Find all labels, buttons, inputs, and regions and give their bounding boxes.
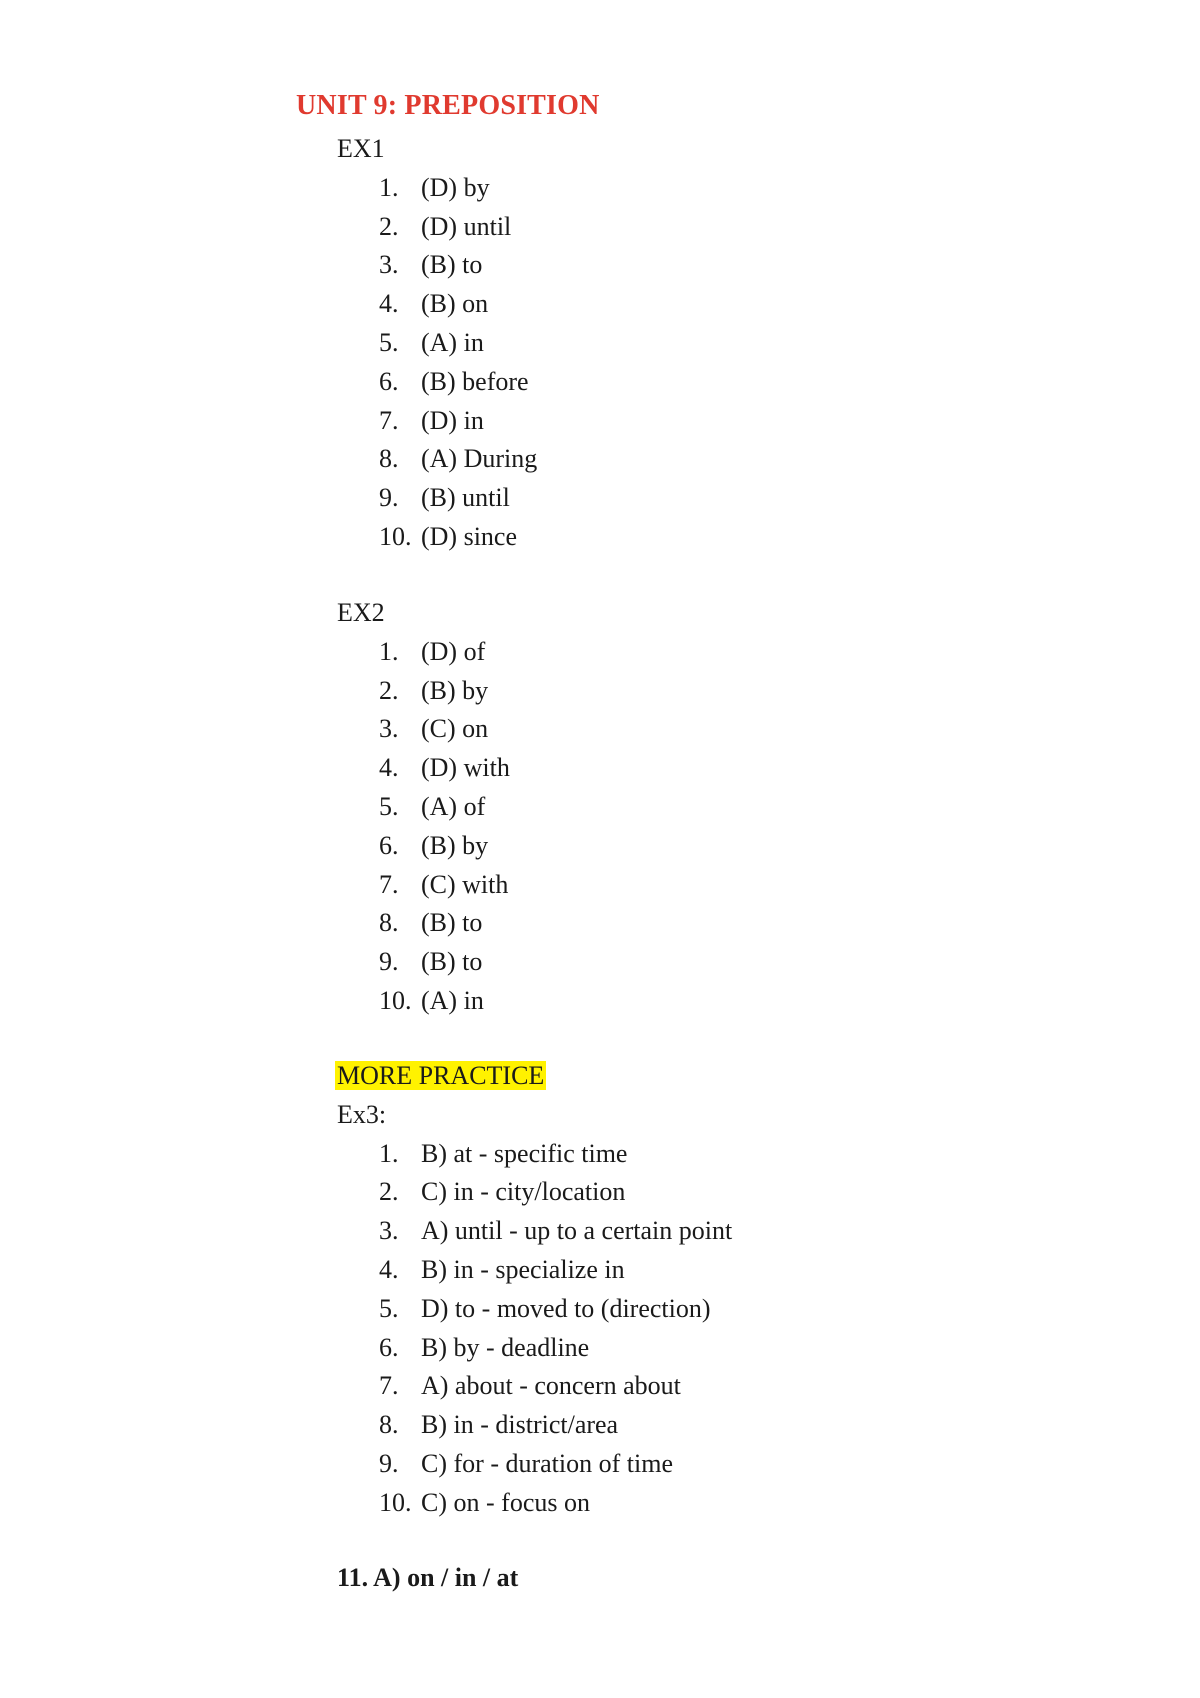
answer-number: 2. <box>379 211 399 241</box>
answer-number: 5. <box>379 791 399 821</box>
answer-text: (B) on <box>421 289 489 319</box>
answer-text: (B) to <box>421 947 483 977</box>
answer-text: (B) until <box>421 483 510 513</box>
answer-item <box>337 1290 1037 1329</box>
answer-text: (B) to <box>421 908 483 938</box>
answer-text: B) in - district/area <box>421 1410 619 1440</box>
answer-text: (C) on <box>421 714 489 744</box>
answer-text: C) for - duration of time <box>421 1448 673 1478</box>
answer-number: 2. <box>379 1177 399 1207</box>
more-practice-highlight: MORE PRACTICE <box>337 1061 545 1090</box>
answer-number: 9. <box>379 947 399 977</box>
answer-text: (D) of <box>421 636 486 666</box>
answer-number: 4. <box>379 753 399 783</box>
answer-item <box>337 1329 1037 1368</box>
answer-text: A) until - up to a certain point <box>421 1216 733 1246</box>
exercise-3-section <box>337 1057 1037 1523</box>
answer-item <box>337 943 1037 982</box>
answer-number: 5. <box>379 1293 399 1323</box>
answer-text: (D) by <box>421 172 490 202</box>
answer-number: 7. <box>379 405 399 435</box>
answer-item <box>337 1484 1037 1523</box>
answer-item <box>337 285 1037 324</box>
answer-number: 9. <box>379 1448 399 1478</box>
answer-number: 10. <box>379 1487 412 1517</box>
answer-text: (B) by <box>421 830 489 860</box>
answer-item <box>337 1445 1037 1484</box>
answer-item <box>337 169 1037 208</box>
answer-text: (A) During <box>421 444 538 474</box>
answer-item <box>337 866 1037 905</box>
answer-number: 6. <box>379 1332 399 1362</box>
answer-text: (A) in <box>421 985 484 1015</box>
answer-text: B) by - deadline <box>421 1332 590 1362</box>
exercise-1-heading: EX1 <box>337 134 385 163</box>
answer-number: 10. <box>379 521 412 551</box>
answer-number: 6. <box>379 366 399 396</box>
answer-text: B) in - specialize in <box>421 1254 625 1284</box>
answer-text: C) on - focus on <box>421 1487 590 1517</box>
answer-text: (A) in <box>421 327 484 357</box>
answer-item <box>337 324 1037 363</box>
answer-text: (D) since <box>421 521 518 551</box>
answer-item <box>337 633 1037 672</box>
answer-item <box>337 518 1037 557</box>
answer-number: 4. <box>379 1254 399 1284</box>
answer-text: (B) before <box>421 366 529 396</box>
answer-item <box>337 208 1037 247</box>
exercise-1-answer-list <box>337 169 1037 557</box>
answer-item <box>337 982 1037 1021</box>
answer-item <box>337 1251 1037 1290</box>
exercise-3-answer-list <box>337 1135 1037 1523</box>
question-11-answer: 11. A) on / in / at <box>337 1563 519 1592</box>
answer-number: 10. <box>379 985 412 1015</box>
answer-number: 8. <box>379 1410 399 1440</box>
answer-item <box>337 749 1037 788</box>
exercise-2-section <box>337 594 1037 1021</box>
answer-number: 1. <box>379 172 399 202</box>
answer-text: (D) until <box>421 211 512 241</box>
answer-number: 1. <box>379 1138 399 1168</box>
more-practice-heading <box>337 1057 1037 1096</box>
exercise-2-answer-list <box>337 633 1037 1021</box>
answer-number: 1. <box>379 636 399 666</box>
answer-text: B) at - specific time <box>421 1138 628 1168</box>
answer-text: (A) of <box>421 791 486 821</box>
unit-title: UNIT 9: PREPOSITION <box>296 90 600 121</box>
answer-number: 7. <box>379 869 399 899</box>
answer-number: 6. <box>379 830 399 860</box>
answer-text: (D) in <box>421 405 484 435</box>
answer-item <box>337 672 1037 711</box>
answer-number: 8. <box>379 908 399 938</box>
answer-number: 7. <box>379 1371 399 1401</box>
answer-text: (D) with <box>421 753 510 783</box>
answer-text: A) about - concern about <box>421 1371 681 1401</box>
answer-item <box>337 246 1037 285</box>
answer-text: (C) with <box>421 869 509 899</box>
answer-item <box>337 710 1037 749</box>
answer-number: 3. <box>379 1216 399 1246</box>
answer-text: C) in - city/location <box>421 1177 626 1207</box>
answer-item <box>337 440 1037 479</box>
answer-item <box>337 1367 1037 1406</box>
exercise-3-heading: Ex3: <box>337 1099 387 1129</box>
answer-item <box>337 1135 1037 1174</box>
answer-item <box>337 402 1037 441</box>
answer-number: 9. <box>379 483 399 513</box>
answer-number: 3. <box>379 714 399 744</box>
answer-item <box>337 1173 1037 1212</box>
answer-number: 3. <box>379 250 399 280</box>
answer-number: 5. <box>379 327 399 357</box>
answer-item <box>337 788 1037 827</box>
answer-item <box>337 1406 1037 1445</box>
answer-item <box>337 363 1037 402</box>
answer-item <box>337 904 1037 943</box>
answer-item <box>337 827 1037 866</box>
exercise-2-heading: EX2 <box>337 598 385 627</box>
answer-number: 4. <box>379 289 399 319</box>
answer-number: 2. <box>379 675 399 705</box>
exercise-1-section <box>337 130 1037 557</box>
answer-item <box>337 479 1037 518</box>
answer-number: 8. <box>379 444 399 474</box>
answer-text: (B) by <box>421 675 489 705</box>
answer-text: (B) to <box>421 250 483 280</box>
answer-item <box>337 1212 1037 1251</box>
answer-text: D) to - moved to (direction) <box>421 1293 711 1323</box>
